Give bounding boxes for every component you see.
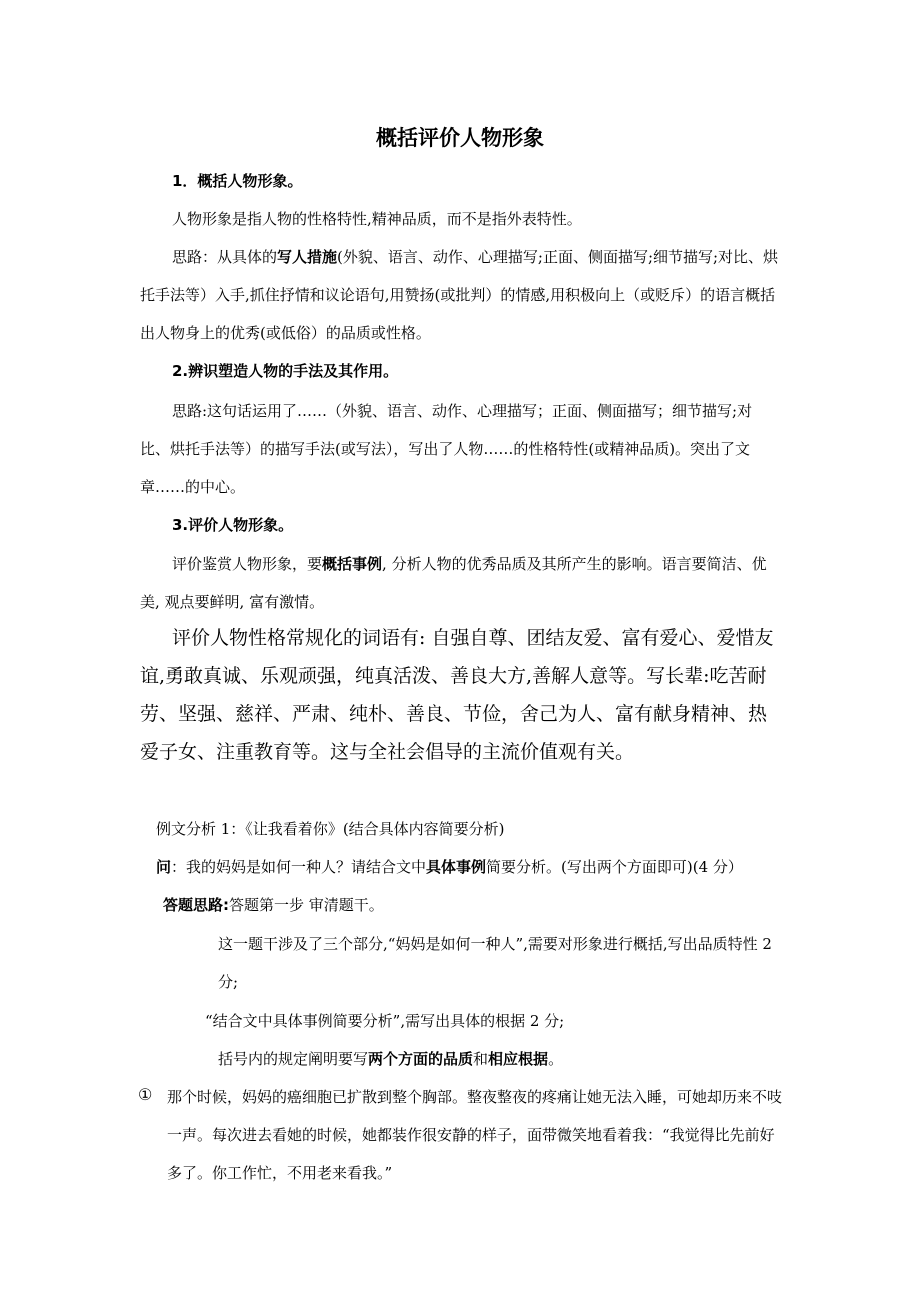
section-1-approach (140, 238, 782, 352)
approach-text-a: 思路：从具体的 (172, 248, 278, 266)
question-label: 问 (156, 858, 172, 876)
example-question (156, 848, 796, 886)
section-2-approach: 思路:这句话运用了……（外貌、语言、动作、心理描写；正面、侧面描写；细节描写;对比、烘托手法等）的描写手法(或写法），写出了人物……的性格特性(或精神品质)。突出了文章……的中心。 (140, 402, 753, 496)
section-2-heading: 2.辨识塑造人物的手法及其作用。 (172, 362, 399, 380)
question-bold: 具体事例 (426, 858, 487, 876)
paragraph-marker: ① (138, 1085, 153, 1104)
analysis-line-1: 这一题干涉及了三个部分,“妈妈是如何一种人”,需要对形象进行概括,写出品质特性 2 分; (218, 935, 772, 991)
analysis-line-3 (218, 1040, 782, 1078)
line3-bold-a: 两个方面的品质 (368, 1050, 474, 1068)
question-text-a: ：我的妈妈是如何一种人？请结合文中 (171, 858, 427, 876)
line3-bold-b: 相应根据 (488, 1050, 549, 1068)
approach-step: 答题第一步 审清题干。 (229, 896, 384, 914)
section-1-definition: 人物形象是指人物的性格特性,精神品质，而不是指外表特性。 (172, 210, 582, 228)
approach-text-b: (外貌、语言、动作、心理描写;正面、侧面描写;细节描写;对比、烘托手法等）入手,抓住抒情和议论语句,用赞扬(或批判）的情感,用积极向上（或贬斥）的语言概括出人物身上的优秀(或低俗）的品质或性格。 (140, 248, 779, 342)
guidance-text-b: , 分析人物的优秀品质及其所产生的影响。语言要简洁、优美, 观点要鲜明, 富有激情。 (140, 555, 767, 611)
approach-bold: 写人措施 (277, 248, 338, 266)
example-title: 例文分析 1：《让我看着你》(结合具体内容简要分析) (156, 820, 505, 838)
example-paragraph-1: 那个时候，妈妈的癌细胞已扩散到整个胸部。整夜整夜的疼痛让她无法入睡，可她却历来不吱一声。每次进去看她的时候，她都装作很安静的样子，面带微笑地看着我：“我觉得比先前好多了。你工作忙，不用老来看我。” (167, 1088, 783, 1182)
question-text-b: 简要分析。(写出两个方面即可)(4 分） (486, 858, 743, 876)
answer-approach (163, 886, 384, 924)
page-title: 概括评价人物形象 (376, 126, 544, 150)
guidance-text-a: 评价鉴赏人物形象，要 (172, 555, 323, 573)
line3-mid: 和 (473, 1050, 489, 1068)
section-3-guidance (140, 545, 782, 621)
analysis-line-2: “结合文中具体事例简要分析”,需写出具体的根据 2 分; (205, 1012, 565, 1030)
line3-text-a: 括号内的规定阐明要写 (218, 1050, 369, 1068)
section-3-vocabulary: 评价人物性格常规化的词语有: 自强自尊、团结友爱、富有爱心、爱惜友谊,勇敢真诚、乐观顽强，纯真活泼、善良大方,善解人意等。写长辈:吃苦耐劳、坚强、慈祥、严肃、纯朴、善良、节俭，舍己为人、富有献身精神、热爱子女、注重教育等。这与全社会倡导的主流价值观有关。 (140, 627, 774, 763)
guidance-bold: 概括事例 (322, 555, 383, 573)
section-3-heading: 3.评价人物形象。 (172, 516, 294, 534)
section-1-heading: 1．概括人物形象。 (172, 172, 303, 190)
approach-label: 答题思路: (163, 896, 229, 914)
line3-end: 。 (548, 1050, 564, 1068)
